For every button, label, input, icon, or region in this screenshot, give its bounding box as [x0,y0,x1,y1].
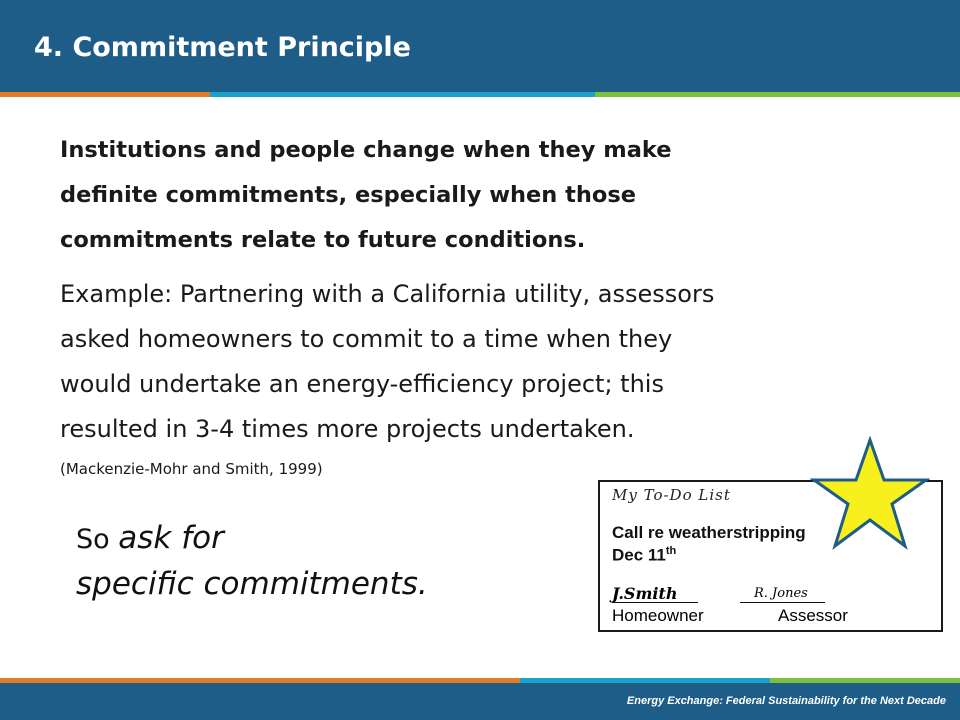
ask-italic-2: specific commitments. [76,566,428,602]
slide-title: 4. Commitment Principle [34,32,411,63]
accent-stripe-teal [210,92,595,97]
todo-task-line: Call re weatherstripping [612,523,806,542]
assessor-signature-line [740,602,825,603]
example-line: would undertake an energy-efficiency project; this [60,370,664,398]
principle-line: commitments relate to future conditions. [60,227,586,253]
assessor-signature: R. Jones [754,586,808,601]
ask-italic-1: ask for [118,520,224,556]
homeowner-label: Homeowner [612,606,704,625]
example-line: asked homeowners to commit to a time when they [60,325,673,353]
citation: (Mackenzie-Mohr and Smith, 1999) [60,460,323,478]
homeowner-signature: J.Smith [612,584,678,603]
star-icon [810,436,930,551]
todo-task-date: Dec 11 [612,545,666,565]
principle-line: Institutions and people change when they make [60,137,672,163]
example-paragraph [60,272,910,452]
principle-statement [60,128,910,263]
ask-prefix: So [76,524,119,555]
accent-stripe-green [595,92,960,97]
accent-stripe-orange [0,92,210,97]
principle-line: definite commitments, especially when those [60,182,637,208]
call-to-action [76,516,428,606]
todo-title: My To-Do List [612,486,731,504]
todo-task [612,524,806,565]
footer-text: Energy Exchange: Federal Sustainability for the Next Decade [626,695,946,707]
homeowner-signature-line [612,602,698,603]
todo-task-date-suffix: th [665,545,677,557]
example-line: resulted in 3-4 times more projects undertaken. [60,415,635,443]
assessor-label: Assessor [778,606,848,625]
example-line: Example: Partnering with a California utility, assessors [60,280,715,308]
